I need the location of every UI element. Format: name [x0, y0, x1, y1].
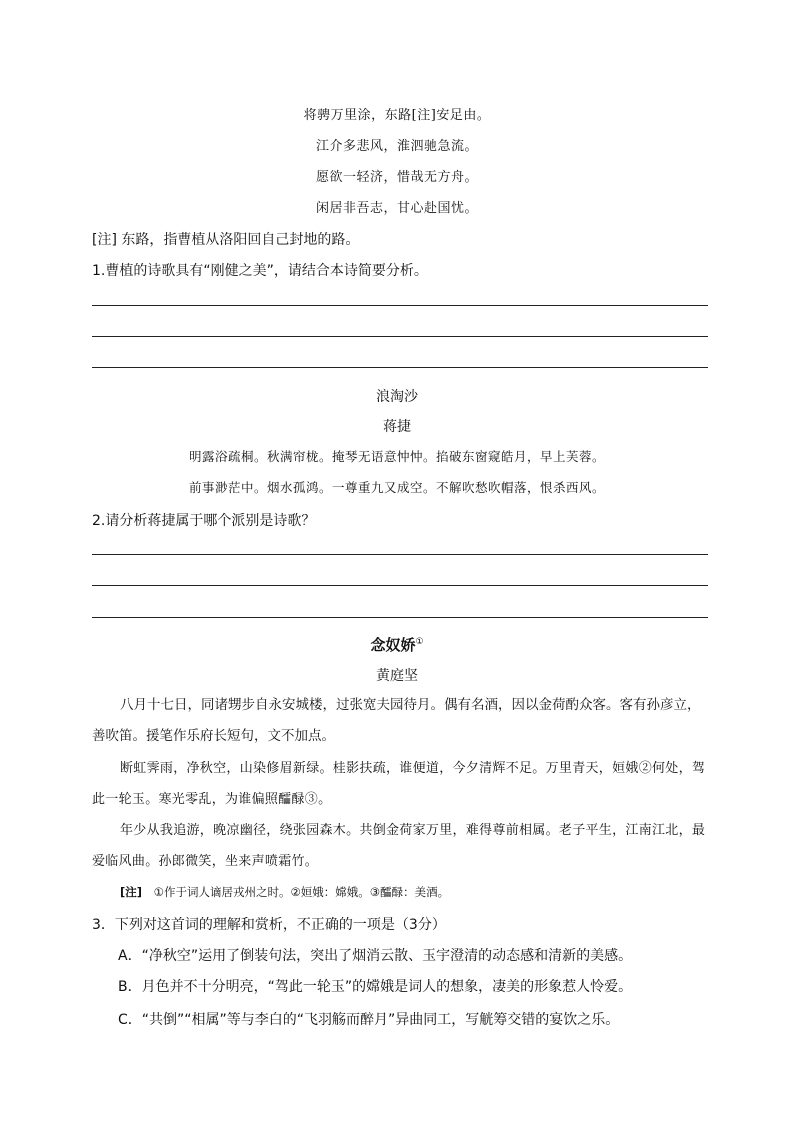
poem1-line: 愿欲一轻济，惜哉无方舟。 — [315, 170, 478, 185]
answer-line[interactable] — [92, 336, 708, 337]
question-1: 1.曹植的诗歌具有“刚健之美”，请结合本诗简要分析。 — [92, 263, 428, 279]
answer-line[interactable] — [92, 617, 708, 618]
answer-line[interactable] — [92, 367, 708, 368]
poem2-line: 明露浴疏桐。秋满帘栊。掩琴无语意忡忡。掐破东窗窥皓月，早上芙蓉。 — [188, 449, 605, 464]
footnote-marker: ① — [415, 637, 424, 647]
option-a[interactable]: A．“净秋空”运用了倒装句法，突出了烟消云散、玉宇澄清的动态感和清新的美感。 — [118, 948, 633, 964]
poem3-author: 黄庭坚 — [376, 668, 418, 684]
poem2-author: 蒋捷 — [383, 419, 411, 435]
answer-line[interactable] — [92, 305, 708, 306]
answer-line[interactable] — [92, 554, 708, 555]
option-b[interactable]: B．月色并不十分明亮，“驾此一轮玉”的嫦娥是词人的想象，凄美的形象惹人怜爱。 — [118, 979, 633, 995]
option-c[interactable]: C．“共倒”“相属”等与李白的“飞羽觞而醉月”异曲同工，写觥筹交错的宴饮之乐。 — [118, 1012, 620, 1028]
note-text: ①作于词人谪居戎州之时。②姮娥：嫦娥。③醽醁：美酒。 — [153, 885, 450, 899]
question-2: 2.请分析蒋捷属于哪个派别是诗歌？ — [92, 513, 316, 529]
poem1-line: 将骋万里涂，东路[注]安足由。 — [303, 108, 491, 123]
question-3: 3．下列对这首词的理解和赏析，不正确的一项是（3分） — [92, 917, 446, 933]
poem3-stanza-1: 断虹霁雨，净秋空，山染修眉新绿。桂影扶疏，谁便道，今夕清辉不足。万里青天，姮娥②何处，驾此一轮玉。寒光零乱，为谁偏照醽醁③。 — [92, 761, 706, 807]
poem3-note — [120, 884, 449, 900]
poem3-preface: 八月十七日，同诸甥步自永安城楼，过张宽夫园待月。偶有名酒，因以金荷酌众客。客有孙彦立，善吹笛。援笔作乐府长短句，文不加点。 — [92, 697, 701, 744]
poem3-title — [0, 634, 794, 655]
poem1-line: 闲居非吾志，甘心赴国忧。 — [315, 201, 478, 216]
poem1-line: 江介多悲风，淮泗驰急流。 — [315, 139, 478, 154]
answer-line[interactable] — [92, 585, 708, 586]
poem3-title-text: 念奴娇 — [370, 636, 416, 654]
note-label: [注] — [120, 885, 143, 899]
poem2-line: 前事渺茫中。烟水孤鸿。一尊重九又成空。不解吹愁吹帽落，恨杀西风。 — [188, 480, 605, 495]
poem2-title: 浪淘沙 — [376, 389, 418, 405]
poem1-note: [注] 东路，指曹植从洛阳回自己封地的路。 — [92, 232, 360, 248]
poem3-stanza-2: 年少从我追游，晚凉幽径，绕张园森木。共倒金荷家万里，难得尊前相属。老子平生，江南江北，最爱临风曲。孙郎微笑，坐来声喷霜竹。 — [92, 823, 706, 869]
